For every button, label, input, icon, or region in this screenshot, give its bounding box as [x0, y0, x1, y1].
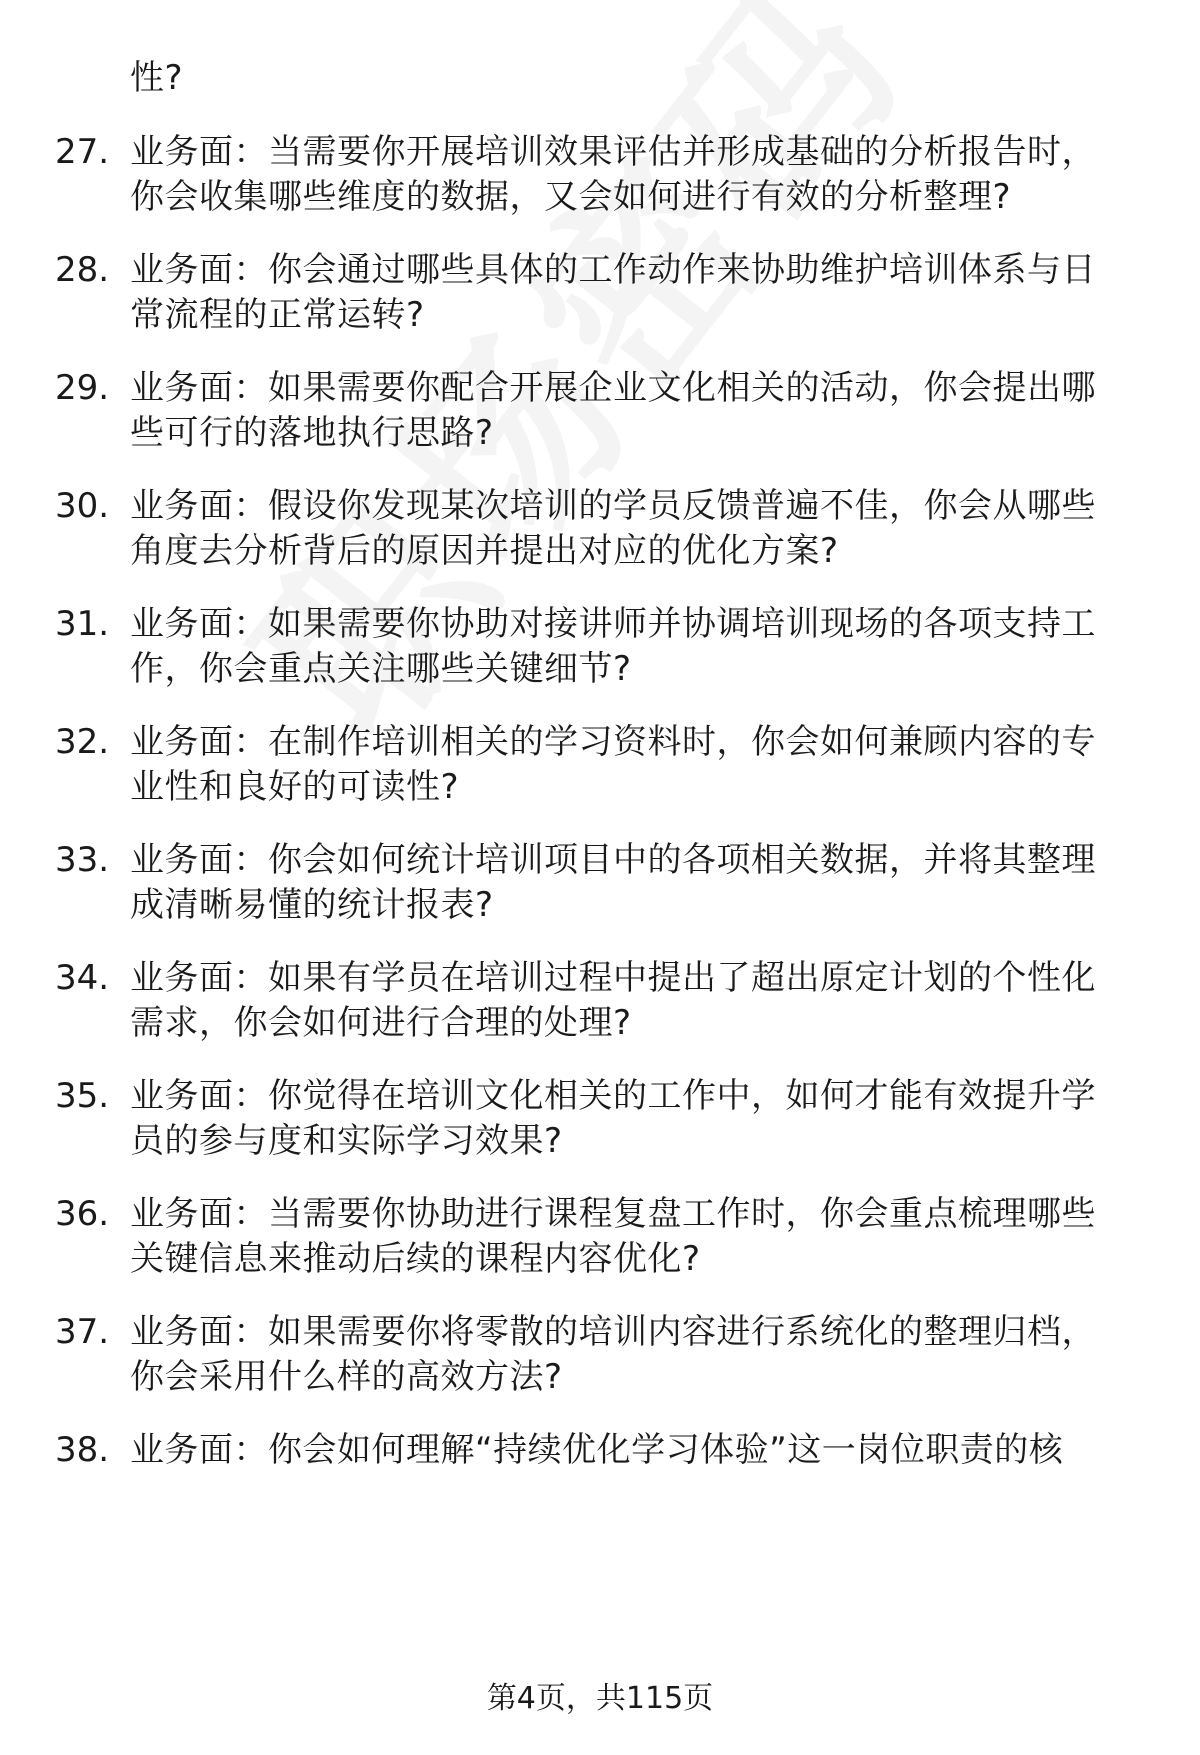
item-text-line: 业务面：在制作培训相关的学习资料时，你会如何兼顾内容的专: [130, 722, 1096, 762]
item-text-line: 业务面：你觉得在培训文化相关的工作中，如何才能有效提升学: [130, 1076, 1096, 1116]
item-text-line: 角度去分析背后的原因并提出对应的优化方案?: [130, 531, 839, 571]
page-footer: 第4页，共115页: [486, 1681, 714, 1716]
item-text-line: 业务面：如果有学员在培训过程中提出了超出原定计划的个性化: [130, 958, 1096, 998]
item-text-line: 关键信息来推动后续的课程内容优化?: [130, 1239, 701, 1279]
item-text-line: 成清晰易懂的统计报表?: [130, 885, 494, 925]
item-text-line: 常流程的正常运转?: [130, 295, 425, 335]
item-number: 35.: [55, 1076, 110, 1116]
item-number: 33.: [55, 840, 110, 880]
item-text-line: 业务面：你会如何统计培训项目中的各项相关数据，并将其整理: [130, 840, 1096, 880]
item-text-line: 业务面：你会通过哪些具体的工作动作来协助维护培训体系与日: [130, 250, 1096, 290]
item-text-line: 你会收集哪些维度的数据，又会如何进行有效的分析整理?: [130, 177, 1012, 217]
item-text-line: 业务面：如果需要你协助对接讲师并协调培训现场的各项支持工: [130, 604, 1096, 644]
item-number: 38.: [55, 1430, 110, 1470]
item-text-line: 些可行的落地执行思路?: [130, 413, 494, 453]
item-text-line: 你会采用什么样的高效方法?: [130, 1357, 563, 1397]
item-text-line: 业务面：当需要你开展培训效果评估并形成基础的分析报告时，: [130, 132, 1096, 172]
item-number: 37.: [55, 1312, 110, 1352]
item-text-line: 业务面：如果需要你将零散的培训内容进行系统化的整理归档，: [130, 1312, 1096, 1352]
item-text-line: 员的参与度和实际学习效果?: [130, 1121, 563, 1161]
item-number: 36.: [55, 1194, 110, 1234]
item-text-line: 业务面：假设你发现某次培训的学员反馈普遍不佳，你会从哪些: [130, 486, 1096, 526]
item-text-line: 业务面：你会如何理解“持续优化学习体验”这一岗位职责的核: [130, 1430, 1064, 1470]
item-number: 27.: [55, 132, 110, 172]
item-number: 34.: [55, 958, 110, 998]
continuation-text: 性?: [130, 58, 184, 98]
item-text-line: 需求，你会如何进行合理的处理?: [130, 1003, 632, 1043]
item-number: 29.: [55, 368, 110, 408]
item-text-line: 业性和良好的可读性?: [130, 767, 460, 807]
item-number: 28.: [55, 250, 110, 290]
item-number: 31.: [55, 604, 110, 644]
item-text-line: 业务面：如果需要你配合开展企业文化相关的活动，你会提出哪: [130, 368, 1096, 408]
item-number: 32.: [55, 722, 110, 762]
item-number: 30.: [55, 486, 110, 526]
item-text-line: 业务面：当需要你协助进行课程复盘工作时，你会重点梳理哪些: [130, 1194, 1096, 1234]
item-text-line: 作，你会重点关注哪些关键细节?: [130, 649, 632, 689]
